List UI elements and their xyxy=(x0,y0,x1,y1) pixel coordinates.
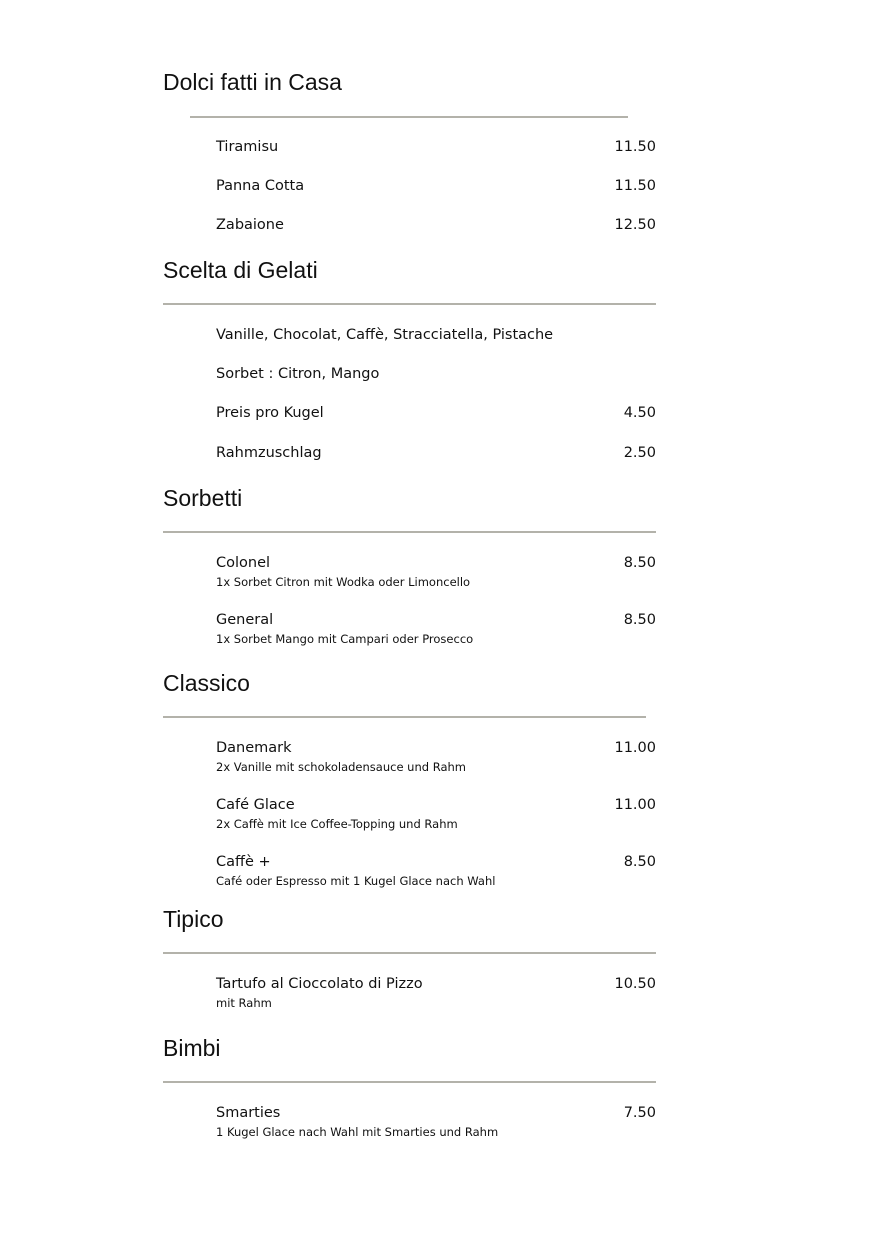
menu-item-name: General xyxy=(216,612,274,628)
section-divider xyxy=(163,716,646,718)
menu-item-price: 11.00 xyxy=(614,797,656,813)
menu-item-name: Rahmzuschlag xyxy=(216,445,322,461)
menu-item-description: 1 Kugel Glace nach Wahl mit Smarties und Rahm xyxy=(216,1125,499,1139)
menu-item-name: Panna Cotta xyxy=(216,178,305,194)
menu-item-name: Caffè + xyxy=(216,854,271,870)
menu-item-description: 1x Sorbet Citron mit Wodka oder Limoncello xyxy=(216,575,471,589)
menu-item-price: 8.50 xyxy=(623,854,656,870)
menu-item-name: Tiramisu xyxy=(216,139,279,155)
menu-item-name: Vanille, Chocolat, Caffè, Stracciatella, Pistache xyxy=(216,327,554,343)
menu-item-price: 11.00 xyxy=(614,740,656,756)
menu-item-name: Preis pro Kugel xyxy=(216,405,324,421)
menu-item-description: 1x Sorbet Mango mit Campari oder Prosecco xyxy=(216,632,474,646)
section-divider xyxy=(163,531,656,533)
menu-item-price: 8.50 xyxy=(623,555,656,571)
section-divider xyxy=(190,116,628,118)
section-divider xyxy=(163,303,656,305)
menu-item-description: mit Rahm xyxy=(216,996,272,1010)
menu-item-name: Zabaione xyxy=(216,217,284,233)
menu-item-name: Tartufo al Cioccolato di Pizzo xyxy=(216,976,423,992)
menu-item-price: 10.50 xyxy=(614,976,656,992)
section-title-gelati: Scelta di Gelati xyxy=(163,257,318,283)
menu-item-description: 2x Caffè mit Ice Coffee-Topping und Rahm xyxy=(216,817,458,831)
menu-item-description: Café oder Espresso mit 1 Kugel Glace nach Wahl xyxy=(216,874,496,888)
menu-item-price: 2.50 xyxy=(623,445,656,461)
menu-item-price: 11.50 xyxy=(614,178,656,194)
menu-item-description: 2x Vanille mit schokoladensauce und Rahm xyxy=(216,760,466,774)
menu-item-price: 4.50 xyxy=(623,405,656,421)
section-title-sorbetti: Sorbetti xyxy=(163,485,243,511)
menu-item-price: 12.50 xyxy=(614,217,656,233)
menu-item-price: 7.50 xyxy=(623,1105,656,1121)
section-title-classico: Classico xyxy=(163,670,250,696)
section-title-dolci: Dolci fatti in Casa xyxy=(163,69,342,95)
menu-item-price: 11.50 xyxy=(614,139,656,155)
menu-item-name: Sorbet : Citron, Mango xyxy=(216,366,380,382)
section-divider xyxy=(163,952,656,954)
section-title-tipico: Tipico xyxy=(163,906,224,932)
menu-item-name: Danemark xyxy=(216,740,292,756)
menu-item-name: Colonel xyxy=(216,555,271,571)
menu-item-name: Café Glace xyxy=(216,797,295,813)
section-title-bimbi: Bimbi xyxy=(163,1035,221,1061)
menu-item-price: 8.50 xyxy=(623,612,656,628)
menu-item-name: Smarties xyxy=(216,1105,281,1121)
section-divider xyxy=(163,1081,656,1083)
